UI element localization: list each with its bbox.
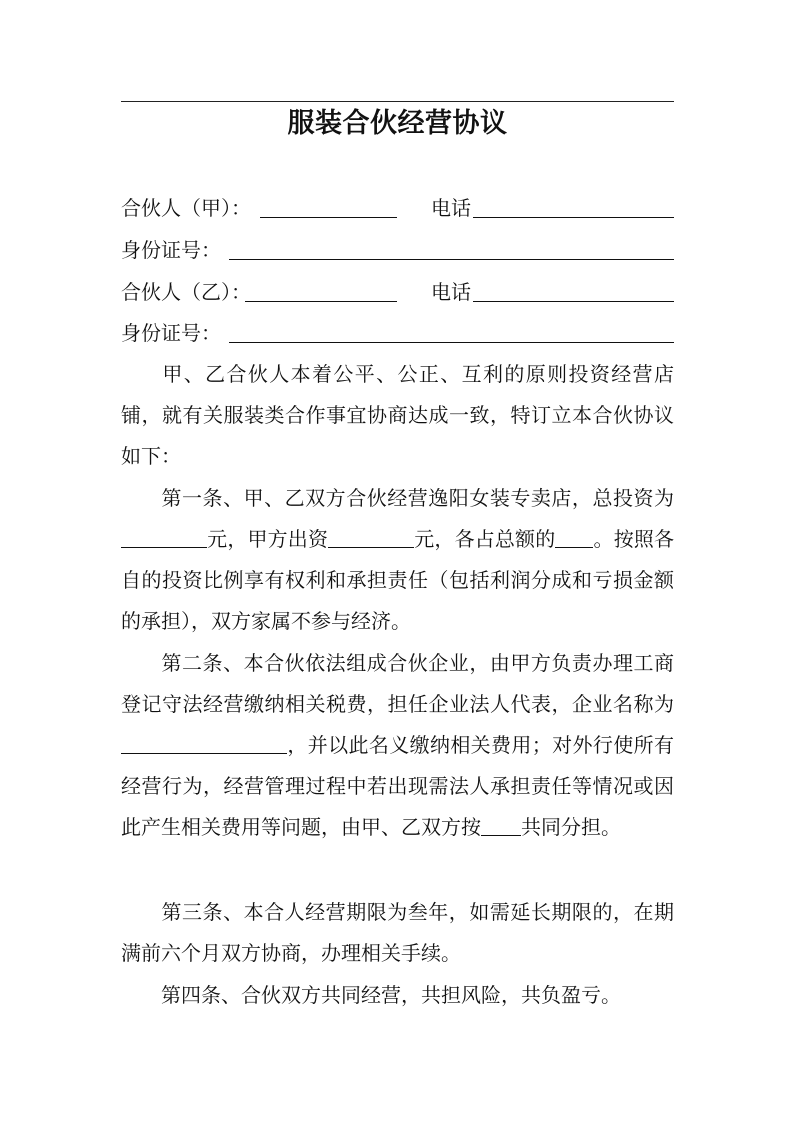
article-2-text-2: ，并以此名义缴纳相关费用；对外行使所有经营行为，经营管理过程中若出现需法人承担责任等情况或因此产生相关费用等问题，由甲、乙双方按 — [121, 733, 674, 839]
article-1-text-2: 元，甲方出资 — [207, 527, 329, 551]
intro-paragraph — [121, 354, 674, 477]
article-2-text-3: 共同分担。 — [521, 815, 621, 839]
partner-b-id-row — [121, 318, 674, 348]
partner-b-id-label: 身份证号： — [121, 321, 221, 345]
intro-text: 甲、乙合伙人本着公平、公正、互利的原则投资经营店铺，就有关服装类合作事宜协商达成一致，特订立本合伙协议如下： — [121, 362, 674, 468]
partner-b-phone-field[interactable] — [473, 301, 674, 302]
partner-a-id-row — [121, 235, 674, 265]
partner-b-row — [121, 277, 674, 307]
party-a-contribution-blank[interactable] — [328, 527, 414, 548]
article-3-text: 第三条、本合人经营期限为叁年，如需延长期限的，在期满前六个月双方协商，办理相关手续。 — [121, 900, 674, 965]
partner-b-name-field[interactable] — [245, 301, 397, 302]
company-name-blank[interactable] — [121, 733, 287, 754]
article-1-text-1: 第一条、甲、乙双方合伙经营逸阳女装专卖店，总投资为 — [161, 486, 674, 510]
total-investment-blank[interactable] — [121, 527, 207, 548]
partner-a-id-label: 身份证号： — [121, 238, 221, 262]
share-percentage-blank[interactable] — [555, 527, 593, 548]
partner-a-phone-field[interactable] — [473, 217, 674, 218]
document-title: 服装合伙经营协议 — [287, 108, 508, 139]
header-rule — [121, 101, 674, 102]
article-2 — [121, 643, 674, 848]
partner-b-label: 合伙人（乙）： — [121, 280, 251, 304]
article-3 — [121, 892, 674, 974]
partner-a-row — [121, 193, 674, 223]
article-2-text-1: 第二条、本合伙依法组成合伙企业，由甲方负责办理工商登记守法经营缴纳相关税费，担任企业法人代表，企业名称为 — [121, 651, 674, 716]
partner-a-name-field[interactable] — [260, 217, 397, 218]
partner-b-id-field[interactable] — [229, 342, 674, 343]
article-1-text-4: 。按照各自的投资比例享有权利和承担责任（包括利润分成和亏损金额的承担），双方家属不参与经济。 — [121, 527, 675, 633]
partner-b-phone-label: 电话 — [431, 280, 471, 304]
article-1 — [121, 478, 674, 642]
article-4 — [121, 975, 674, 1016]
article-1-text-3: 元，各占总额的 — [414, 527, 556, 551]
partner-a-id-field[interactable] — [229, 259, 674, 260]
article-4-text: 第四条、合伙双方共同经营，共担风险，共负盈亏。 — [161, 983, 621, 1007]
partner-a-phone-label: 电话 — [431, 196, 471, 220]
cost-share-blank[interactable] — [481, 815, 521, 836]
partner-a-label: 合伙人（甲）： — [121, 196, 251, 220]
